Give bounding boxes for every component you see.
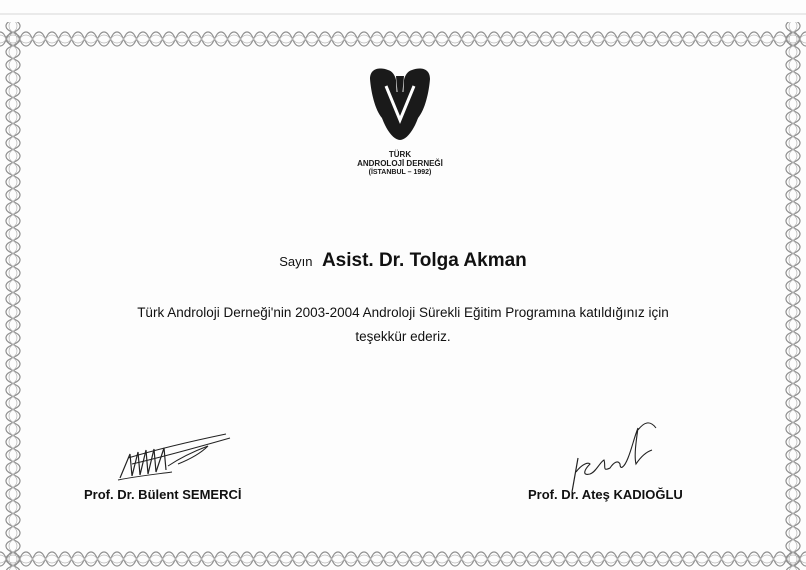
signature-right bbox=[560, 418, 670, 498]
signature-left bbox=[108, 428, 238, 488]
salutation-word: Sayın bbox=[279, 254, 313, 269]
salutation-line bbox=[0, 250, 806, 272]
signatory-name-right: Prof. Dr. Ateş KADIOĞLU bbox=[528, 487, 683, 502]
body-line-2: teşekkür ederiz. bbox=[355, 329, 451, 344]
androloji-emblem-icon bbox=[366, 62, 434, 146]
recipient-name: Asist. Dr. Tolga Akman bbox=[321, 250, 527, 271]
org-name-line3: (İSTANBUL – 1992) bbox=[368, 169, 432, 176]
organization-name bbox=[345, 150, 455, 177]
org-name-line2: ANDROLOJİ DERNEĞİ bbox=[357, 159, 443, 168]
signatory-name-left: Prof. Dr. Bülent SEMERCİ bbox=[84, 487, 242, 502]
body-line-1: Türk Androloji Derneği'nin 2003-2004 Androloji Sürekli Eğitim Programına katıldığınız için bbox=[137, 305, 669, 320]
certificate-body bbox=[80, 301, 726, 349]
association-logo bbox=[345, 62, 455, 197]
org-name-line1: TÜRK bbox=[388, 150, 412, 159]
